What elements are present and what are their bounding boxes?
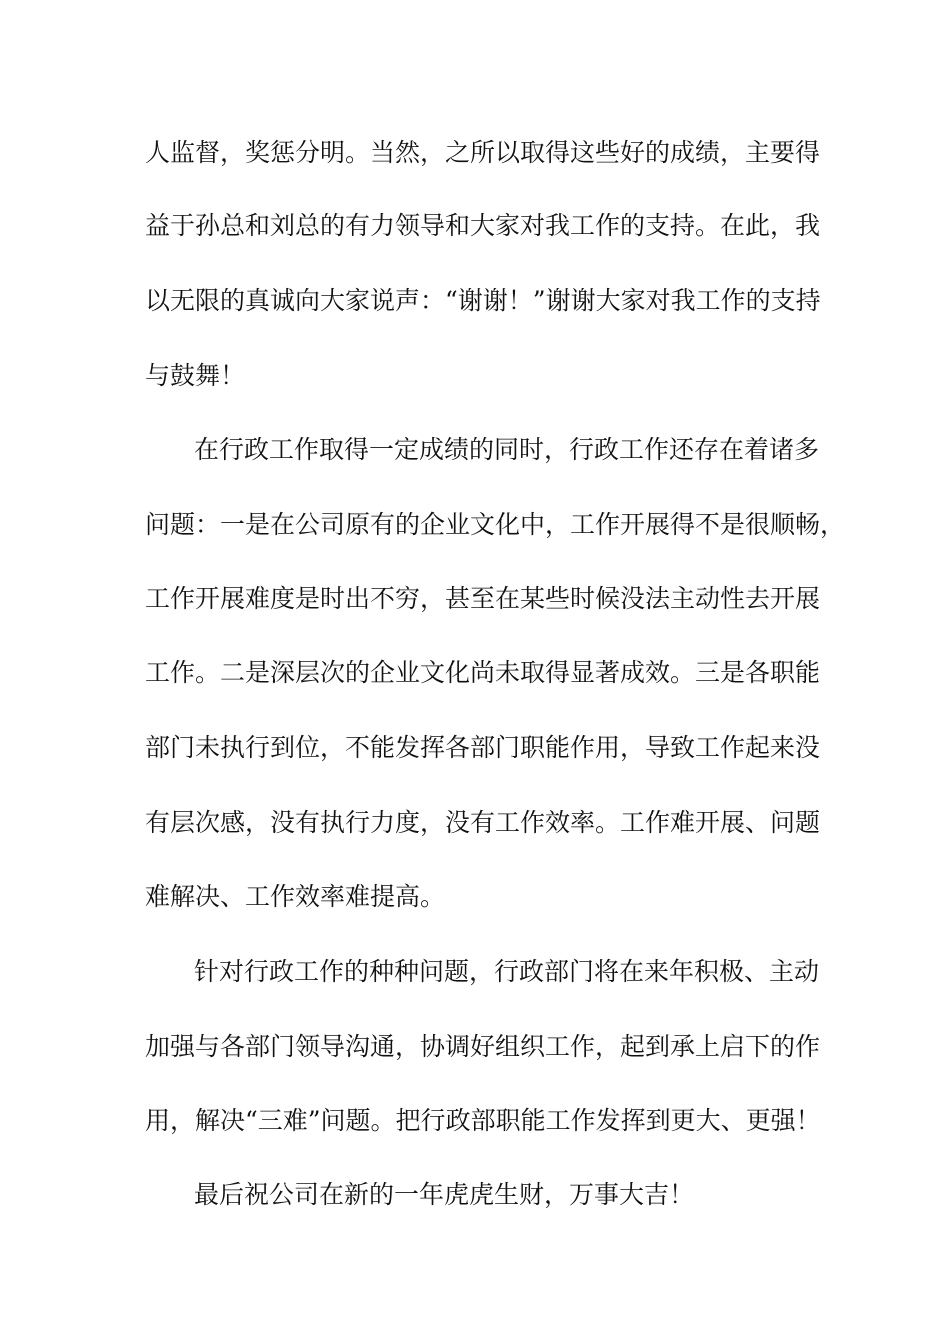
text-line: 难解决、工作效率难提高。 <box>145 882 446 911</box>
text-line: 问题：一是在公司原有的企业文化中，工作开展得不是很顺畅， <box>145 510 846 539</box>
text-line: 以无限的真诚向大家说声：“谢谢！”谢谢大家对我工作的支持 <box>145 286 821 315</box>
text-line: 与鼓舞！ <box>145 361 246 390</box>
text-line: 工作开展难度是时出不穷，甚至在某些时候没法主动性去开展 <box>145 584 821 613</box>
text-line: 益于孙总和刘总的有力领导和大家对我工作的支持。在此，我 <box>145 211 821 240</box>
text-line: 部门未执行到位，不能发挥各部门职能作用，导致工作起来没 <box>145 733 821 762</box>
text-line: 加强与各部门领导沟通，协调好组织工作，起到承上启下的作 <box>145 1032 821 1061</box>
text-line: 有层次感，没有执行力度，没有工作效率。工作难开展、问题 <box>145 808 821 837</box>
paragraph-first-line: 最后祝公司在新的一年虎虎生财，万事大吉！ <box>194 1180 695 1209</box>
paragraph-first-line: 针对行政工作的种种问题，行政部门将在来年积极、主动 <box>194 957 820 986</box>
text-line: 用，解决“三难”问题。把行政部职能工作发挥到更大、更强！ <box>145 1106 821 1135</box>
paragraph-first-line: 在行政工作取得一定成绩的同时，行政工作还存在着诸多 <box>194 435 820 464</box>
text-line: 人监督，奖惩分明。当然，之所以取得这些好的成绩，主要得 <box>145 138 821 167</box>
text-line: 工作。二是深层次的企业文化尚未取得显著成效。三是各职能 <box>145 658 821 687</box>
